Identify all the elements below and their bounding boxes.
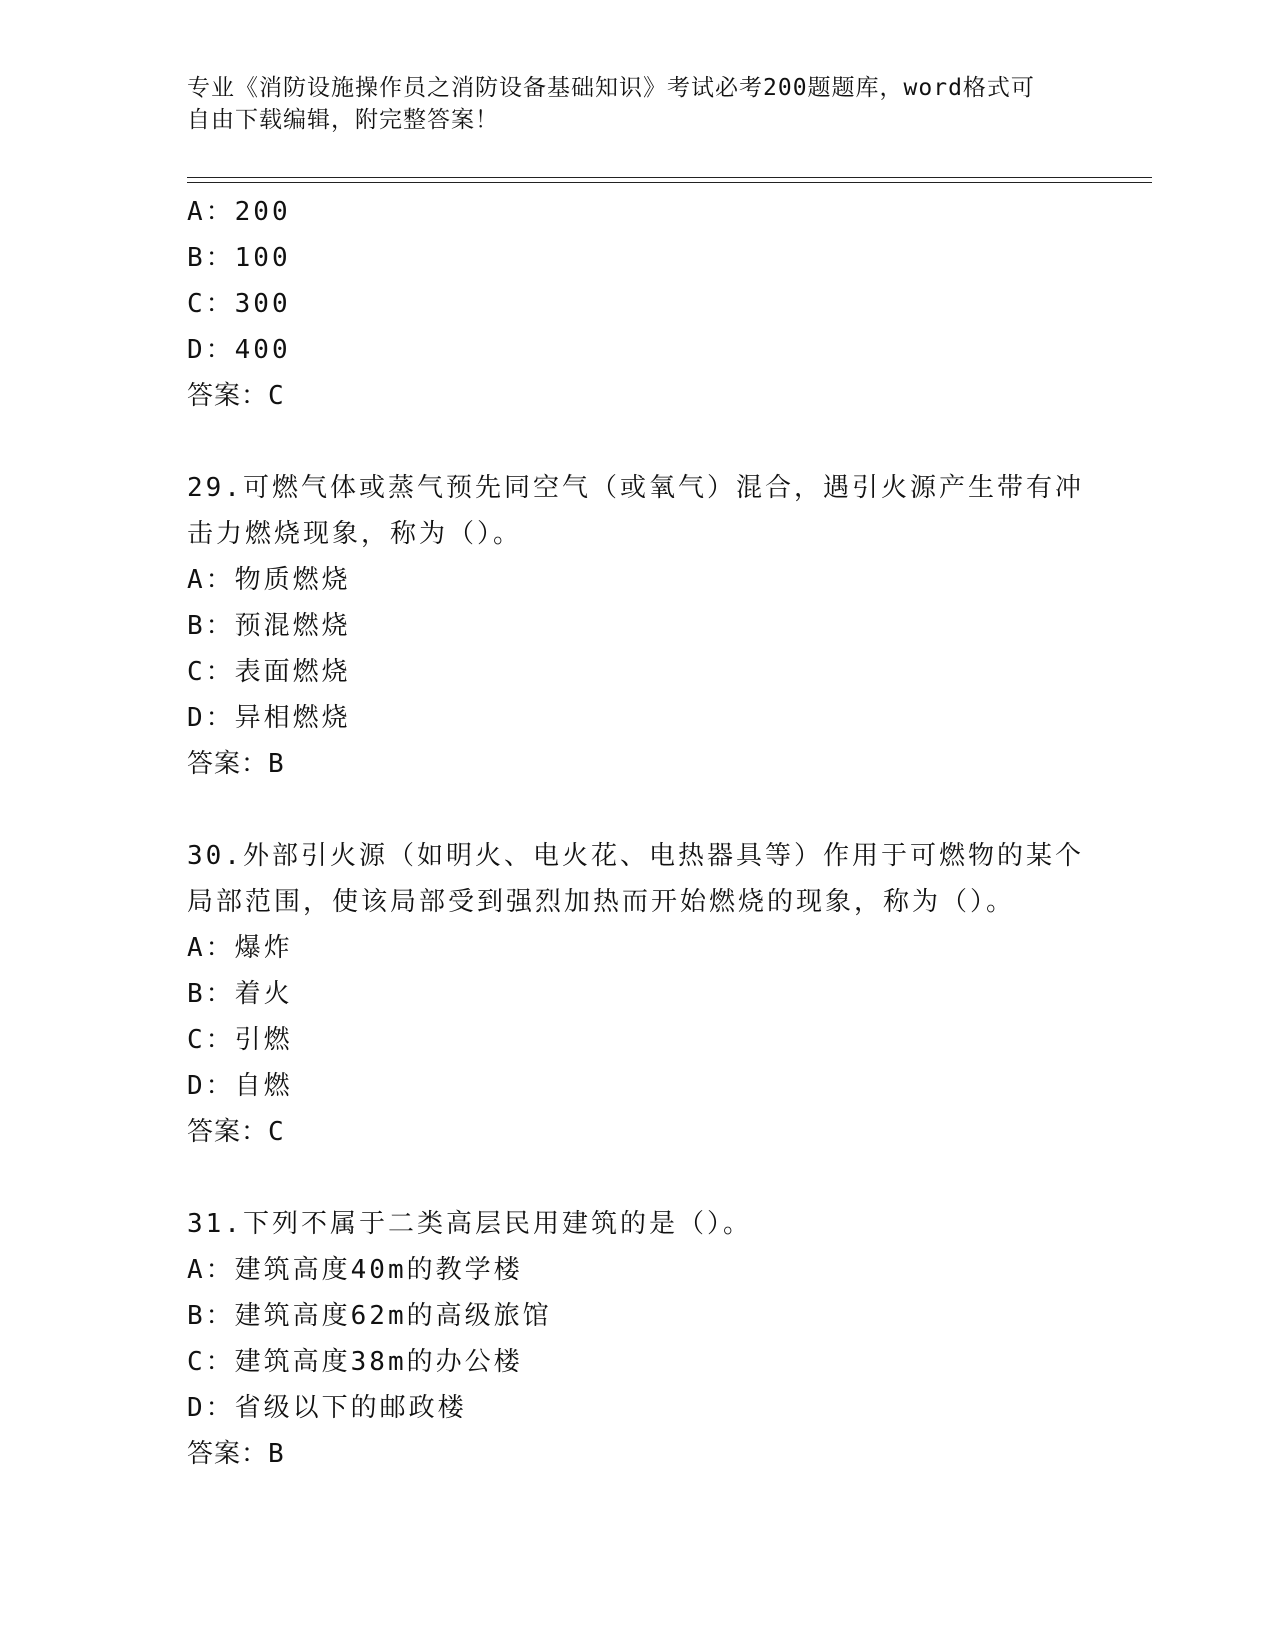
answer-label: 答案： bbox=[187, 749, 269, 779]
answer-value: B bbox=[268, 749, 285, 779]
spacer bbox=[187, 419, 1087, 465]
header-divider-bottom bbox=[187, 182, 1152, 183]
question-29 bbox=[187, 465, 1087, 787]
question-stem-continued: 击力燃烧现象，称为（）。 bbox=[187, 519, 523, 549]
answer-line bbox=[187, 1109, 1087, 1155]
answer-label: 答案： bbox=[187, 1117, 269, 1147]
answer-line bbox=[187, 1431, 1087, 1477]
header-line-1: 专业《消防设施操作员之消防设备基础知识》考试必考200题题库，word格式可 bbox=[187, 75, 1035, 101]
option-c: C：建筑高度38m的办公楼 bbox=[187, 1347, 523, 1377]
option-d: D：省级以下的邮政楼 bbox=[187, 1393, 467, 1423]
question-stem: 29.可燃气体或蒸气预先同空气（或氧气）混合，遇引火源产生带有冲 bbox=[187, 473, 1084, 503]
answer-label: 答案： bbox=[187, 1439, 269, 1469]
question-stem: 30.外部引火源（如明火、电火花、电热器具等）作用于可燃物的某个 bbox=[187, 841, 1084, 871]
question-list bbox=[187, 189, 1087, 1477]
spacer bbox=[187, 787, 1087, 833]
question-stem-continued: 局部范围，使该局部受到强烈加热而开始燃烧的现象，称为（）。 bbox=[187, 887, 1016, 917]
option-c: C：引燃 bbox=[187, 1025, 293, 1055]
option-a: A：爆炸 bbox=[187, 933, 293, 963]
spacer bbox=[187, 1155, 1087, 1201]
option-d: D：自燃 bbox=[187, 1071, 293, 1101]
option-b: B：100 bbox=[187, 243, 291, 273]
answer-value: C bbox=[268, 381, 285, 411]
option-a: A：建筑高度40m的教学楼 bbox=[187, 1255, 523, 1285]
answer-line bbox=[187, 373, 1087, 419]
question-30 bbox=[187, 833, 1087, 1155]
option-b: B：预混燃烧 bbox=[187, 611, 351, 641]
option-b: B：着火 bbox=[187, 979, 293, 1009]
question-28 bbox=[187, 189, 1087, 419]
option-b: B：建筑高度62m的高级旅馆 bbox=[187, 1301, 552, 1331]
question-31 bbox=[187, 1201, 1087, 1477]
question-stem: 31.下列不属于二类高层民用建筑的是（）。 bbox=[187, 1209, 752, 1239]
answer-value: B bbox=[268, 1439, 285, 1469]
answer-value: C bbox=[268, 1117, 285, 1147]
option-d: D：异相燃烧 bbox=[187, 703, 351, 733]
answer-line bbox=[187, 741, 1087, 787]
answer-label: 答案： bbox=[187, 381, 269, 411]
option-a: A：物质燃烧 bbox=[187, 565, 351, 595]
header-divider-top bbox=[187, 177, 1152, 178]
option-d: D：400 bbox=[187, 335, 291, 365]
option-c: C：表面燃烧 bbox=[187, 657, 351, 687]
document-header bbox=[187, 72, 1067, 136]
option-c: C：300 bbox=[187, 289, 291, 319]
header-line-2: 自由下载编辑，附完整答案！ bbox=[187, 107, 499, 133]
option-a: A：200 bbox=[187, 197, 291, 227]
